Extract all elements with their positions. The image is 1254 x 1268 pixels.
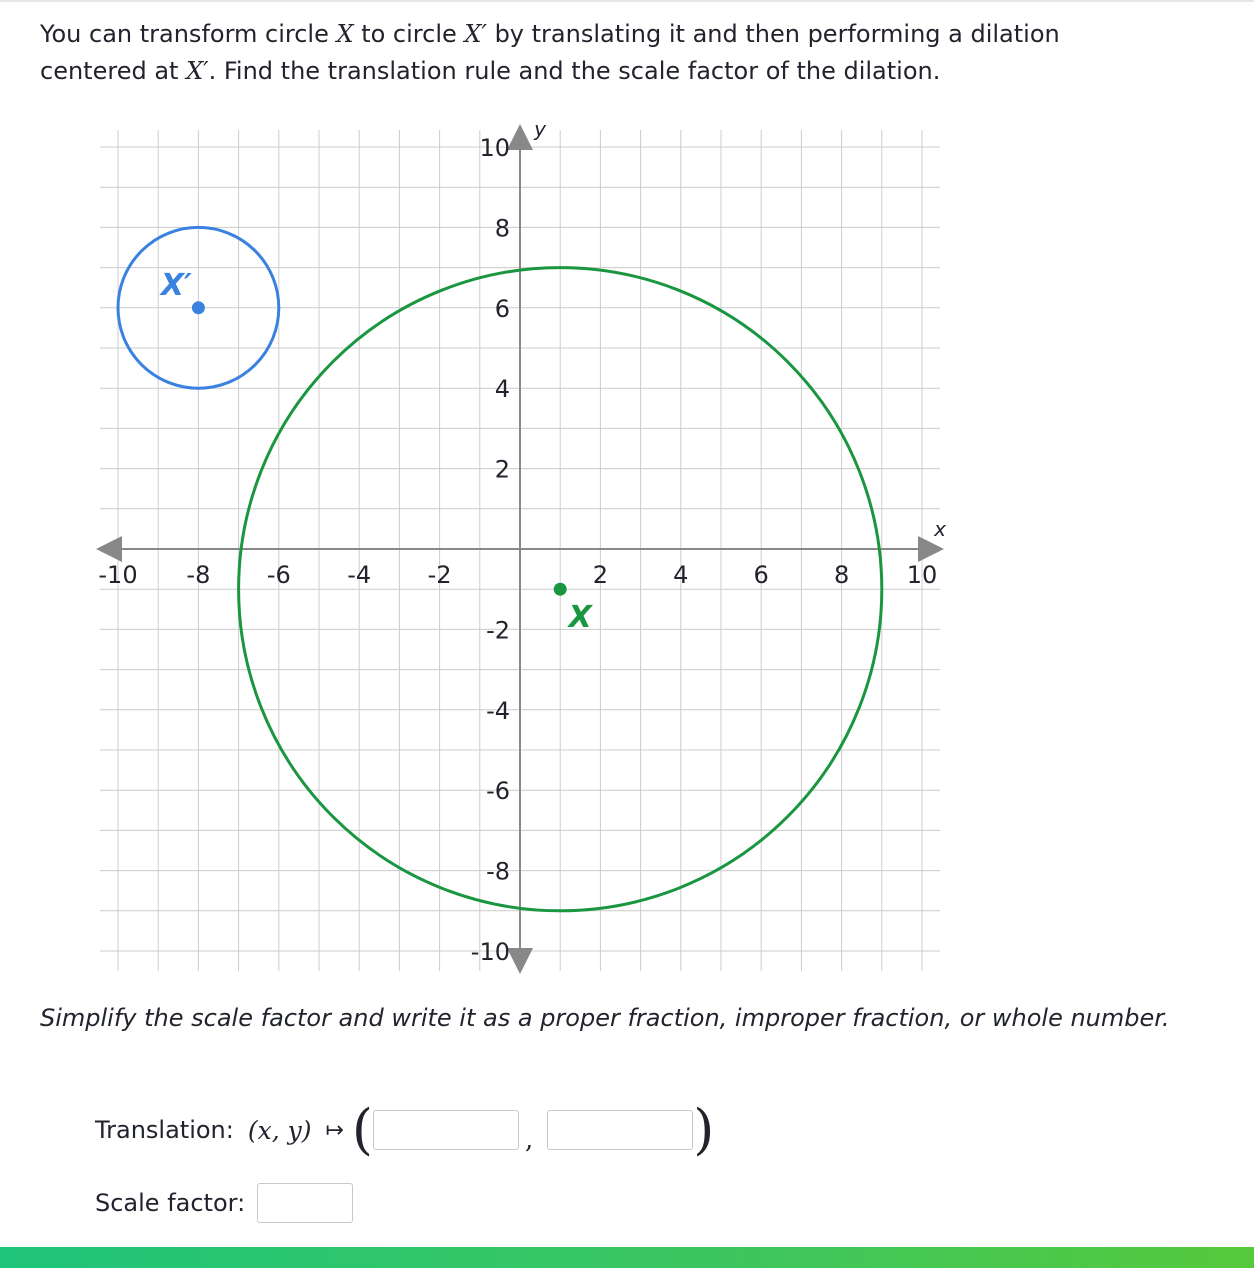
translation-row: [95, 1100, 714, 1160]
question-part: . Find the translation rule and the scale factor of the dilation.: [208, 57, 941, 85]
y-tick-label: -4: [486, 696, 510, 725]
scale-factor-label: Scale factor:: [95, 1189, 246, 1217]
y-tick-label: -6: [486, 777, 510, 806]
y-tick-label: 4: [494, 375, 510, 404]
y-tick-label: -2: [486, 616, 510, 645]
x-tick-label: 8: [833, 561, 850, 589]
close-paren: ): [693, 1098, 715, 1161]
y-tick-label: -8: [486, 857, 510, 886]
scale-factor-input[interactable]: [257, 1183, 353, 1223]
question-part: centered at: [40, 57, 187, 85]
var-x: X: [336, 20, 354, 48]
y-axis-top-arrow: [507, 124, 533, 150]
var-x-prime: X′: [186, 57, 209, 85]
x-tick-label: -10: [98, 561, 138, 589]
x-tick-label: 2: [592, 561, 609, 589]
x-tick-label: 4: [673, 561, 689, 589]
y-axis-label: y: [534, 117, 546, 141]
question-part: You can transform circle: [40, 20, 337, 48]
translation-label: Translation:: [95, 1116, 234, 1144]
x-tick-label: -4: [347, 561, 372, 589]
question-part: to circle: [353, 20, 465, 48]
progress-bar: [0, 1247, 1254, 1268]
circle-label-X: X: [568, 600, 592, 636]
x-tick-label: 6: [753, 561, 769, 589]
circle-label-X-prime: X′: [160, 267, 192, 303]
question-text: [40, 16, 1230, 90]
translation-x-input[interactable]: [373, 1110, 519, 1150]
translation-y-input[interactable]: [547, 1110, 693, 1150]
question-part: by translating it and then performing a dilation: [486, 20, 1060, 48]
y-tick-label: 10: [479, 134, 510, 162]
x-tick-label: -8: [186, 561, 211, 589]
center-point-X: [554, 583, 567, 596]
y-tick-label: 2: [494, 455, 510, 484]
y-axis-bottom-arrow: [507, 948, 533, 974]
top-divider: [0, 0, 1254, 2]
mapsto-arrow: ↦: [325, 1117, 344, 1143]
x-tick-label: -2: [427, 561, 452, 589]
center-point-X-prime: [192, 301, 205, 314]
y-tick-label: 6: [494, 294, 510, 323]
instruction-text: Simplify the scale factor and write it as a proper fraction, improper fraction, or whole number.: [40, 1004, 1170, 1032]
coordinate-graph: [0, 108, 1000, 988]
var-x-prime: X′: [464, 20, 487, 48]
y-tick-label: 8: [494, 214, 510, 243]
x-axis-label: x: [934, 517, 946, 541]
x-tick-label: 10: [906, 561, 938, 589]
open-paren: (: [351, 1098, 373, 1161]
x-tick-label: -6: [266, 561, 291, 589]
scale-factor-row: [95, 1180, 353, 1226]
x-axis-left-arrow: [96, 536, 122, 562]
comma-separator: ,: [525, 1125, 534, 1155]
y-tick-label: -10: [470, 938, 510, 966]
translation-pair: (x, y): [247, 1115, 312, 1145]
